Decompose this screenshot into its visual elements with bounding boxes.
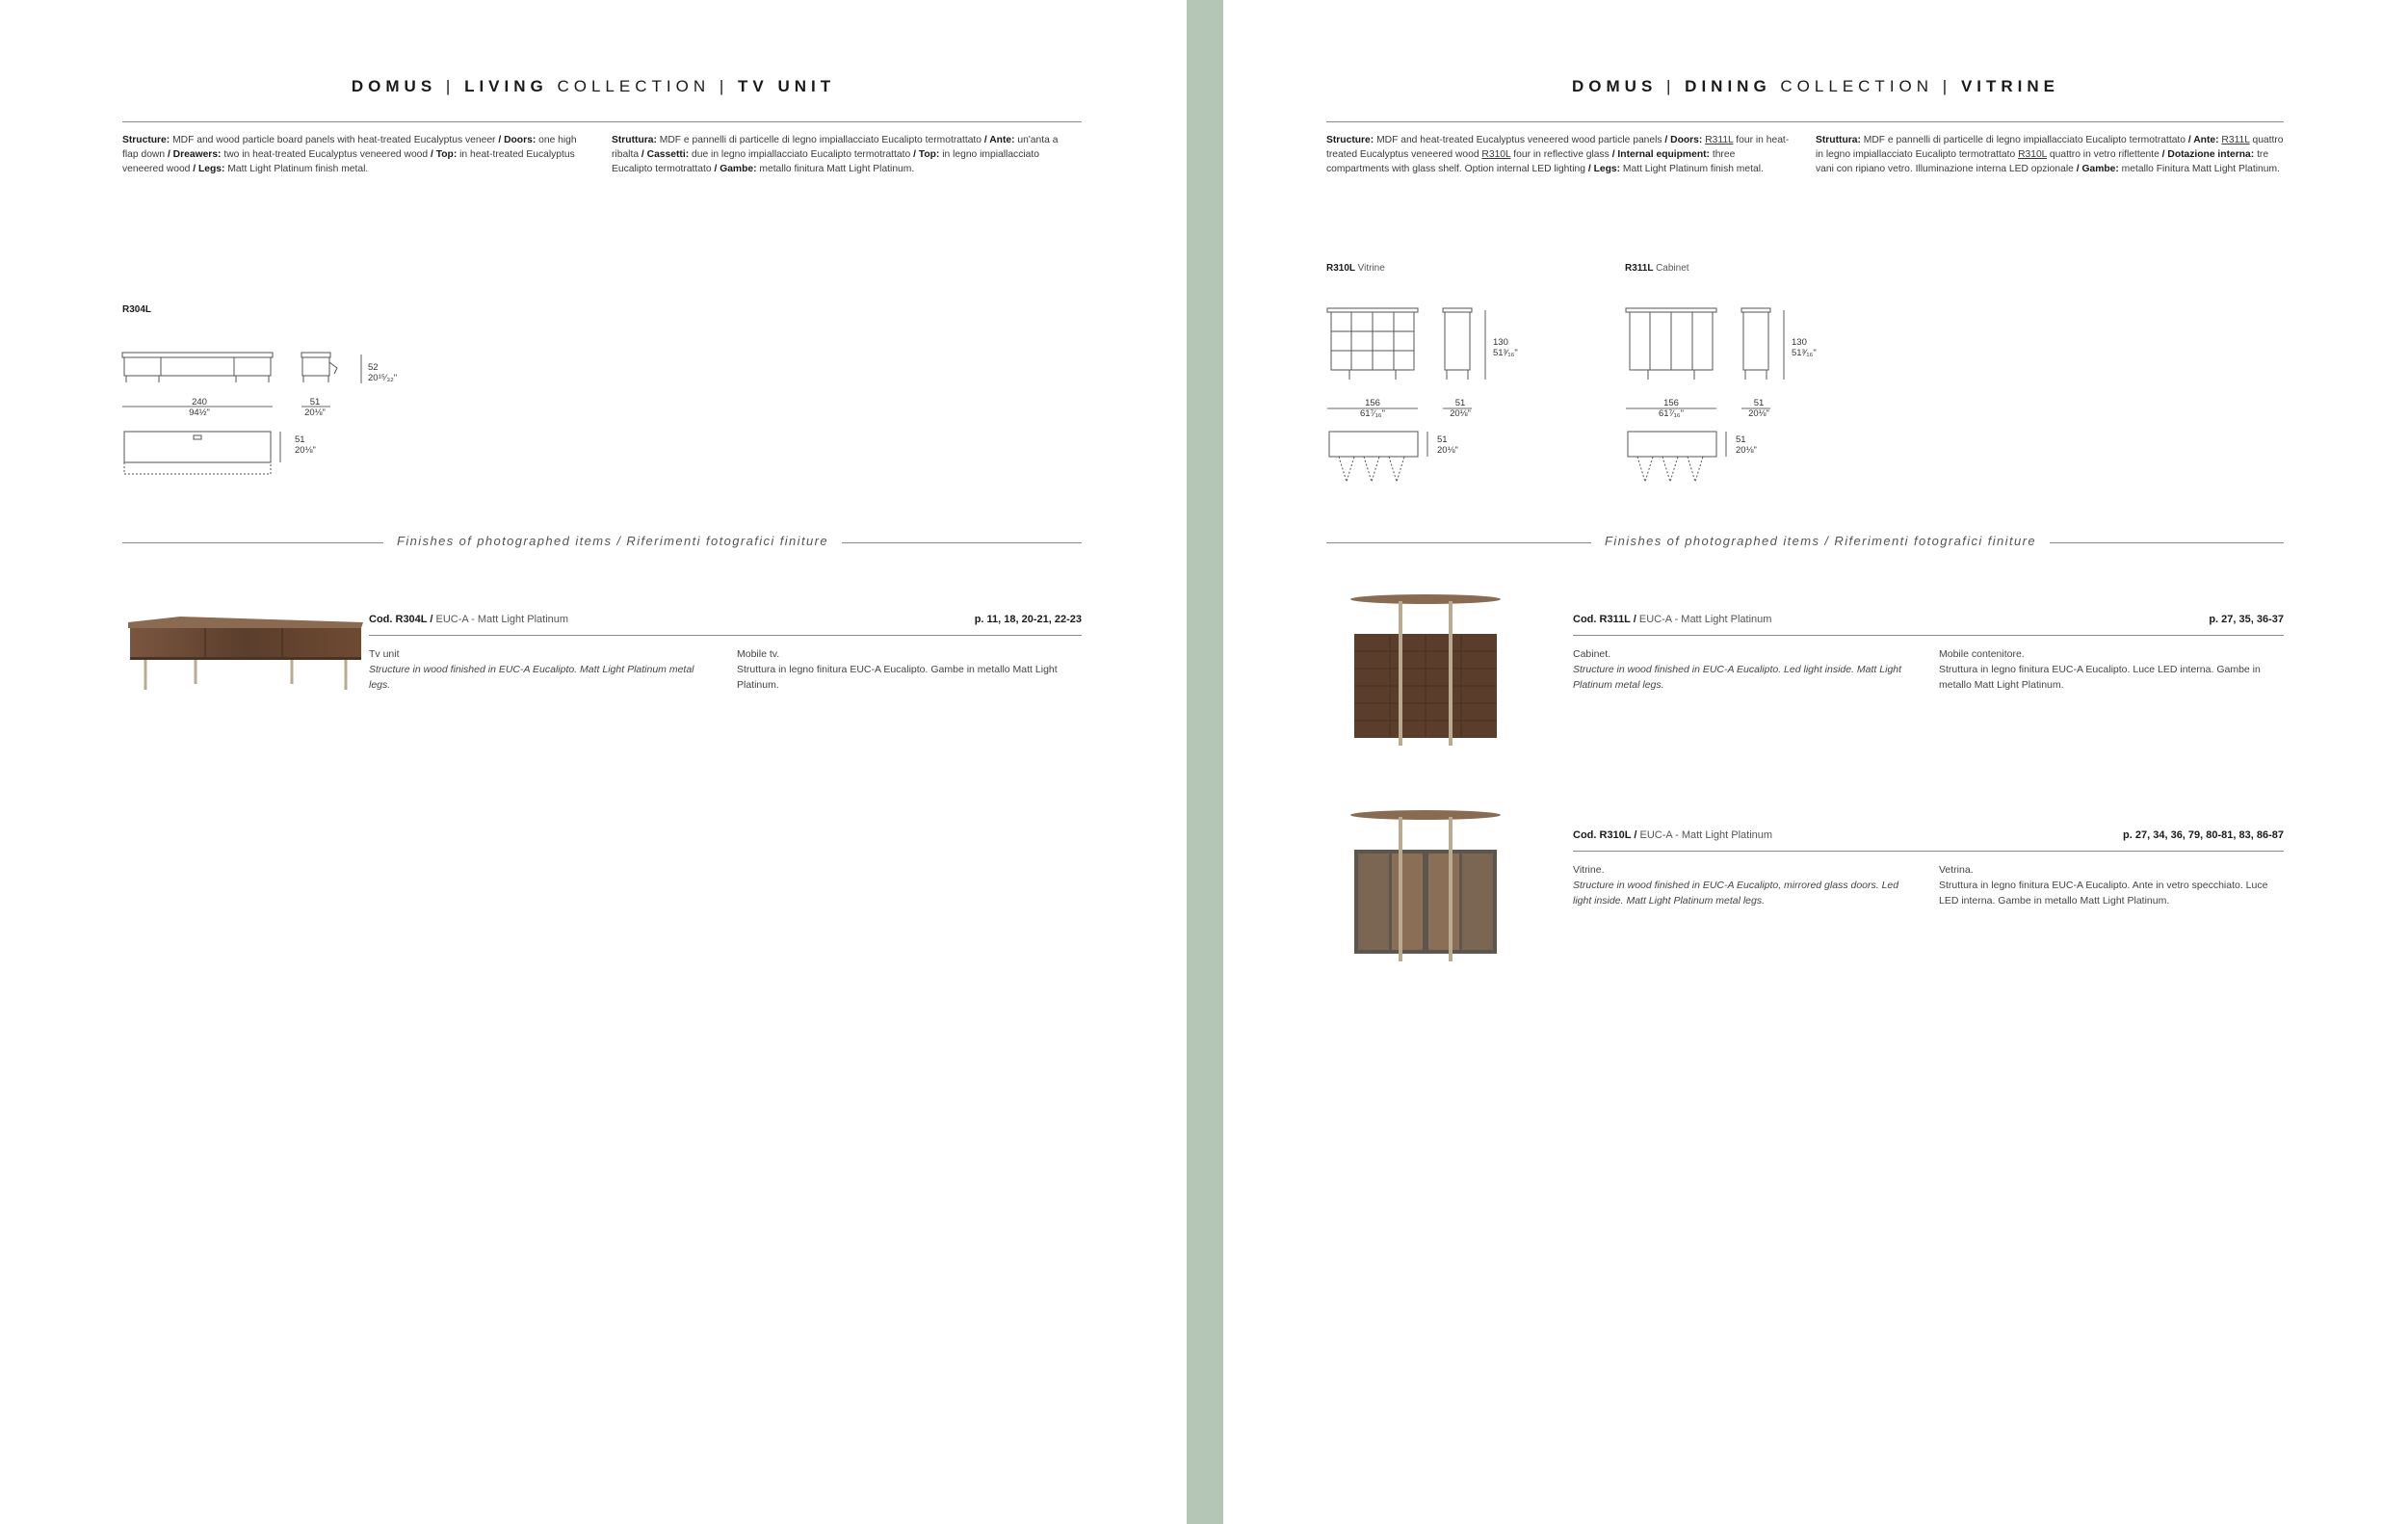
product-rule: [1573, 851, 2284, 852]
model-code-vitrine: R310L Vitrine: [1326, 263, 1385, 274]
title-rule: [1326, 121, 2284, 122]
vitrine-height: 130 51³⁄₁₆": [1493, 337, 1518, 358]
title-rule: [122, 121, 1082, 122]
product-description-it: Vetrina. Struttura in legno finitura EUC-A Eucalipto. Ante in vetro specchiato. Luce LED interna. Gambe in metallo Matt Light Platinum.: [1939, 864, 2268, 907]
product-description-en: Cabinet. Structure in wood finished in EUC-A Eucalipto. Led light inside. Matt Light Platinum metal legs.: [1573, 648, 1902, 691]
spec-italian: Struttura: MDF e pannelli di particelle di legno impiallacciato Eucalipto termotrattato / Ante: un'anta a ribalta / Cassetti: due in legno impiallacciato Eucalipto termotrattato / Top: in legno impiallacciato Eucalipto termotrattato / Gambe: metallo finitura Matt Light Platinum.: [612, 135, 1059, 174]
tv-unit-photo: [122, 597, 365, 713]
right-page: [1223, 0, 2408, 1524]
left-page: [0, 0, 1187, 1524]
vitrine-width: 156 61⁷⁄₁₆": [1360, 398, 1385, 419]
spine-band: [1187, 0, 1223, 1524]
page-title: DOMUS | DINING COLLECTION | VITRINE: [1572, 77, 2059, 95]
vitrine-depth: 51 20⅛": [1450, 398, 1471, 419]
tv-unit-drawing: [120, 347, 380, 482]
finishes-heading: Finishes of photographed items / Riferimenti fotografici finiture: [1591, 534, 2050, 548]
finishes-heading: Finishes of photographed items / Riferimenti fotografici finiture: [383, 534, 842, 548]
product-header-vitrine: Cod. R310L / EUC-A - Matt Light Platinum p. 27, 34, 36, 79, 80-81, 83, 86-87: [1573, 829, 2284, 841]
page-references: p. 27, 34, 36, 79, 80-81, 83, 86-87: [2123, 829, 2284, 841]
page-references: p. 11, 18, 20-21, 22-23: [974, 614, 1082, 625]
cabinet-depth: 51 20⅛": [1748, 398, 1769, 419]
model-code-cabinet: R311L Cabinet: [1625, 263, 1689, 274]
model-code: R304L: [122, 304, 152, 315]
product-description-en: Tv unit Structure in wood finished in EUC-A Eucalipto. Matt Light Platinum metal legs.: [369, 648, 694, 691]
cabinet-height: 130 51³⁄₁₆": [1792, 337, 1817, 358]
spec-italian: Struttura: MDF e pannelli di particelle di legno impiallacciato Eucalipto termotrattato / Ante: R311L quattro in legno impiallacciato Eucalipto termotrattato R310L quattro in vetro riflettente / Dotazione interna: tre vani con ripiano vetro. Illuminazione interna LED opzionale / Gambe: metallo Finitura Matt Light Platinum.: [1816, 135, 2284, 174]
product-header: Cod. R304L / EUC-A - Matt Light Platinum p. 11, 18, 20-21, 22-23: [369, 614, 1082, 625]
product-description-it: Mobile contenitore. Struttura in legno finitura EUC-A Eucalipto. Luce LED interna. Gambe in metallo Matt Light Platinum.: [1939, 648, 2261, 691]
width-dimension: 240 94½": [189, 397, 210, 418]
product-description-it: Mobile tv. Struttura in legno finitura EUC-A Eucalipto. Gambe in metallo Matt Light Platinum.: [737, 648, 1058, 691]
page-title: DOMUS | LIVING COLLECTION | TV UNIT: [351, 77, 836, 95]
product-rule: [1573, 635, 2284, 636]
height-dimension: 52 20¹⁵⁄₃₂": [368, 362, 398, 383]
product-description-en: Vitrine. Structure in wood finished in EUC-A Eucalipto, mirrored glass doors. Led light inside. Matt Light Platinum metal legs.: [1573, 864, 1899, 907]
spec-english: Structure: MDF and heat-treated Eucalyptus veneered wood particle panels / Doors: R311L four in heat-treated Eucalyptus veneered wood R310L four in reflective glass / Internal equipment: three compartments with glass shelf. Option internal LED lighting / Legs: Matt Light Platinum finish metal.: [1326, 135, 1790, 174]
product-header-cabinet: Cod. R311L / EUC-A - Matt Light Platinum p. 27, 35, 36-37: [1573, 614, 2284, 625]
cabinet-photo: [1348, 588, 1503, 751]
cabinet-width: 156 61⁷⁄₁₆": [1659, 398, 1684, 419]
vitrine-photo: [1348, 803, 1503, 967]
plan-depth-dimension: 51 20⅛": [295, 434, 316, 456]
page-references: p. 27, 35, 36-37: [2209, 614, 2284, 625]
product-rule: [369, 635, 1082, 636]
vitrine-plan-depth: 51 20⅛": [1437, 434, 1458, 456]
cabinet-plan-depth: 51 20⅛": [1736, 434, 1757, 456]
spec-english: Structure: MDF and wood particle board panels with heat-treated Eucalyptus veneer / Doors: one high flap down / Dreawers: two in heat-treated Eucalyptus veneered wood / Top: in heat-treated Eucalyptus veneered wood / Legs: Matt Light Platinum finish metal.: [122, 135, 577, 174]
depth-dimension: 51 20⅛": [304, 397, 326, 418]
